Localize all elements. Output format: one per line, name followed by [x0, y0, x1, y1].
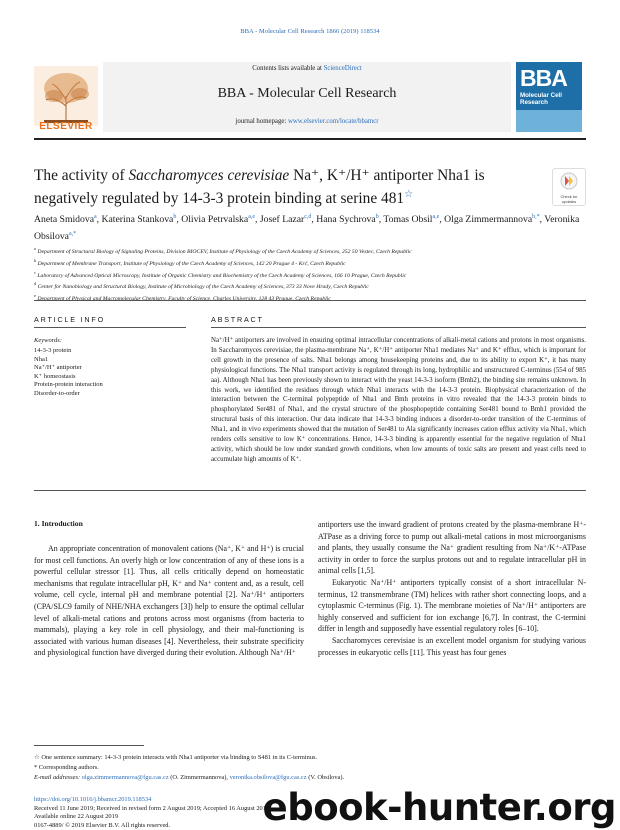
author-name[interactable]: Katerina Stankova [101, 214, 174, 226]
header-rule [34, 138, 586, 140]
author-separator: , [539, 214, 545, 226]
keyword-item: Nha1 [34, 355, 49, 363]
email-line [34, 773, 586, 783]
title-post: Na⁺, K⁺/H⁺ antiporter Nha1 is negatively regulated by 14-3-3 protein binding at serine 481 [34, 167, 485, 208]
author-name[interactable]: Aneta Smidova [34, 214, 94, 226]
body-left-column [34, 543, 304, 659]
cover-band [516, 110, 582, 132]
email-link-2[interactable]: veronika.obsilova@fgu.cas.cz [229, 774, 307, 781]
author-separator: , [311, 214, 317, 226]
section-rule [34, 300, 586, 301]
article-info-rule [34, 327, 186, 328]
abstract-heading: ABSTRACT [211, 315, 264, 324]
footnotes [34, 753, 586, 783]
author-name[interactable]: Olivia Petrvalska [181, 214, 249, 226]
check-updates-label: Check for updates [560, 194, 578, 204]
sciencedirect-link[interactable]: ScienceDirect [323, 65, 362, 72]
journal-reference[interactable]: BBA - Molecular Cell Research 1866 (2019) 118534 [240, 28, 380, 35]
author-affiliation-marker[interactable]: b [173, 214, 177, 220]
abstract-text: Na⁺/H⁺ antiporters are involved in ensuring optimal intracellular concentrations of alkali-metal cations and protons in most organisms. In Saccharomyces cerevisiae, the plasma-membrane Na⁺, K⁺/H⁺ antiporter Nha1 mediates Na⁺ and K⁺ efflux, which is important for cell growth in the presence of salts. Nha1 belongs among housekeeping proteins and, due to its ability to export K⁺, it has many physiological functions. The Nha1 transport activity is regulated through its long, hydrophilic and unstructured C-terminus (554 of 985 aa). Although Nha1 has been previously shown to interact with the yeast 14-3-3 isoform (Bmh2), the binding site remains unknown. In this work, we identified the residues through which Nha1 interacts with the 14-3-3 protein. Biophysical characterization of the interaction between the C-terminal polypeptide of Nha1 and Bmh proteins in vitro revealed that the 14-3-3 protein binds to phosphorylated Ser481 of Nha1, and the crystal structure of the phosphopeptide containing Ser481 bound to Bmh1 provided the structural basis of this interaction. Our data indicate that 14-3-3 binding induces a disorder-to-order transition of the C-terminus of Nha1, and in vivo experiments showed that the mutation of Ser481 to Ala significantly increases cation efflux activity via Nha1, which renders cells sensitive to low K⁺ concentrations. Hence, 14-3-3 binding is apparently essential for the negative regulation of Nha1 activity, which should be low under standard growth conditions, when low amounts of toxic salts are present and yeast cells need to accumulate high amounts of K⁺. [211, 337, 586, 463]
affiliation-marker: e [34, 293, 36, 299]
author-affiliation-marker[interactable]: a,* [68, 231, 77, 238]
footnote-rule [34, 745, 144, 746]
cover-title: BBA [520, 65, 567, 91]
keywords-label: Keywords: [34, 337, 62, 344]
homepage-prefix: journal homepage: [235, 118, 287, 125]
homepage-link[interactable]: www.elsevier.com/locate/bbamcr [287, 118, 379, 125]
author-separator: , [96, 214, 102, 226]
author-name[interactable]: Tomas Obsil [383, 214, 433, 226]
body-paragraph: Eukaryotic Na⁺/H⁺ antiporters typically consist of a short intracellular N-terminus, 12 transmembrane (TM) helices with rather short connecting loops, and a cytoplasmic C-terminus (Fig. 1). The membrane moieties of Na⁺/H⁺ antiporters are highly conserved and sufficient for ion exchange [6,7]. In contrast, the C-termini differ in length and supposedly have essential regulatory roles [6–10]. [318, 577, 586, 634]
abstract-rule [211, 327, 586, 328]
keywords-list [34, 347, 184, 399]
star-footnote: ☆ One sentence summary: 14-3-3 protein interacts with Nha1 antiporter via binding to S481 in its C-terminus. [34, 754, 318, 761]
affiliation-text: Department of Membrane Transport, Institute of Physiology of the Czech Academy of Sciences, 142 20 Prague 4 - Krč, Czech Republic [36, 260, 346, 267]
article-info-heading: ARTICLE INFO [34, 315, 105, 324]
affiliation-marker: d [34, 281, 37, 287]
author-name[interactable]: Josef Lazar [259, 214, 305, 226]
abstract-end-rule [34, 490, 586, 491]
affiliation-item [34, 292, 586, 304]
doi-link[interactable]: https://doi.org/10.1016/j.bbamcr.2019.118534 [34, 796, 152, 803]
author-affiliation-marker[interactable]: c,d [304, 214, 312, 220]
received-dates: Received 11 June 2019; Received in revised form 2 August 2019; Accepted 16 August 2019 [34, 804, 270, 812]
affiliation-marker: c [34, 269, 36, 275]
affiliation-text: Center for Nanobiology and Structural Biology, Institute of Microbiology of the Czech Academy of Sciences, 373 33 Nove Hrady, Czech Republic [36, 284, 369, 291]
contents-line [103, 65, 511, 72]
affiliation-item [34, 257, 586, 269]
author-list [34, 210, 584, 244]
body-paragraph: Saccharomyces cerevisiae is an excellent model organism for studying various processes in eukaryotic cells [11]. This yeast has four genes [318, 635, 586, 657]
copyright-line: 0167-4889/ © 2019 Elsevier B.V. All rights reserved. [34, 821, 171, 829]
author-separator: , [176, 214, 182, 226]
author-affiliation-marker[interactable]: a,e [248, 214, 256, 220]
body-paragraph: antiporters use the inward gradient of protons created by the plasma-membrane H⁺-ATPase as a driving force to pump out alkali-metal cations in most microorganisms and plants, they usually consume the Na⁺ gradient resulting from Na⁺/K⁺-ATPase activity in order to force the surplus protons out and to regulate intracellular pH in animal cells [1,5]. [318, 520, 586, 576]
keyword-item: Disorder-to-order [34, 389, 80, 397]
corresponding-note: * Corresponding authors. [34, 764, 99, 771]
check-updates-icon [560, 172, 578, 190]
affiliation-item [34, 245, 586, 257]
affiliation-list [34, 245, 586, 304]
author-affiliation-marker[interactable]: b [375, 214, 379, 220]
email-owner-1: (O. Zimmermannova), [168, 774, 230, 781]
author-affiliation-marker[interactable]: a [94, 214, 97, 220]
affiliation-marker: a [34, 246, 36, 251]
section-heading-introduction: 1. Introduction [34, 519, 83, 528]
author-affiliation-marker[interactable]: a,e [432, 214, 440, 220]
check-for-updates-button[interactable] [552, 168, 586, 206]
keyword-item: K⁺ homeostasis [34, 372, 76, 380]
journal-cover-image[interactable] [516, 62, 582, 132]
author-name[interactable]: Veronika Obsilova [34, 214, 580, 243]
cover-subtitle: Molecular Cell Research [520, 92, 562, 106]
contents-prefix: Contents lists available at [252, 65, 322, 72]
author-name[interactable]: Hana Sychrova [316, 214, 376, 226]
publisher-name: ELSEVIER [39, 121, 93, 132]
keyword-item: Protein-protein interaction [34, 381, 103, 389]
affiliation-item [34, 280, 586, 292]
author-affiliation-marker[interactable]: b,* [532, 214, 540, 220]
affiliation-text: Department of Structural Biology of Signaling Proteins, Division BIOCEV, Institute of Physiology of the Czech Academy of Sciences, 252 50 Vestec, Czech Republic [35, 248, 412, 255]
keyword-item: 14-3-3 protein [34, 347, 72, 354]
watermark: ebook-hunter.org [262, 786, 616, 829]
title-pre: The activity of [34, 167, 129, 184]
author-name[interactable]: Olga Zimmermannova [444, 214, 533, 226]
email-label: E-mail addresses: [34, 774, 81, 781]
homepage-line [103, 118, 511, 125]
author-separator: , [378, 214, 384, 226]
affiliation-marker: b [34, 257, 37, 263]
affiliation-item [34, 269, 586, 281]
journal-name: BBA - Molecular Cell Research [217, 86, 397, 101]
body-paragraph: An appropriate concentration of monovalent cations (Na⁺, K⁺ and H⁺) is crucial for most cell functions. An overly high or low concentration of any of these ions is a powerful cellular stressor [1]. Thus, all cells critically depend on homeostatic mechanisms that regulate intracellular pH, K⁺ and Na⁺ content and, as a result, cell volume, cell cycle, internal pH and membrane potential [2]. Na⁺/H⁺ antiporters (CPA/SLC9 family of NHE/NHA exchangers [3]) help to ensure the optimal cellular level of alkali-metal cations and protons across most organisms (from bacteria to mammals), playing a key role in cell physiology, and their mal-functioning is associated with various human diseases [4]. Nevertheless, their substrate specificity and physiological function have diverged during their evolution. Although Na⁺/H⁺ [34, 544, 304, 658]
available-online: Available online 22 August 2019 [34, 813, 119, 821]
affiliation-text: Laboratory of Advanced Optical Microscopy, Institute of Organic Chemistry and Biochemistry of the Czech Academy of Sciences, 166 10 Prague, Czech Republic [35, 272, 407, 279]
author-separator: , [255, 214, 260, 226]
article-title [34, 166, 504, 208]
body-right-column [318, 519, 586, 658]
author-separator: , [439, 214, 445, 226]
email-link-1[interactable]: olga.zimmermannova@fgu.cas.cz [81, 774, 169, 781]
title-species: Saccharomyces cerevisiae [128, 167, 290, 184]
keyword-item: Na⁺/H⁺ antiporter [34, 364, 82, 372]
title-footnote-star[interactable]: ☆ [404, 189, 414, 200]
email-owner-2: (V. Obsilova). [306, 774, 345, 781]
